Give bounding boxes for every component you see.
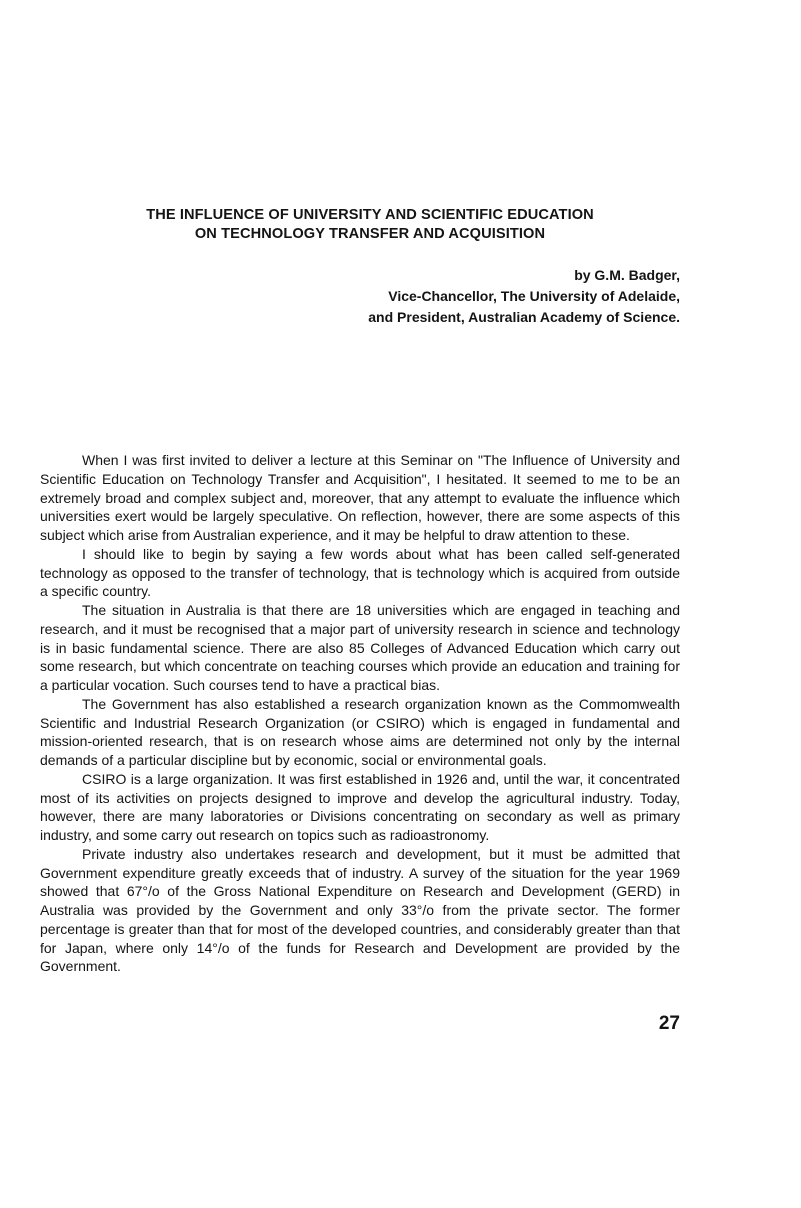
body-text — [40, 451, 680, 976]
author-affiliation-1: Vice-Chancellor, The University of Adelaide, — [388, 288, 680, 304]
paragraph-2: I should like to begin by saying a few words about what has been called self-generated technology as opposed to the transfer of technology, that is technology which is acquired from outside a specific country. — [40, 545, 680, 600]
paragraph-4: The Government has also established a research organization known as the Commomwealth Scientific and Industrial Research Organization (or CSIRO) which is engaged in fundamental and mission-oriented research, that is on research whose aims are determined not only by the internal demands of a particular discipline but by economic, social or environmental goals. — [40, 695, 680, 768]
page-number: 27 — [658, 1013, 680, 1034]
paragraph-1: When I was first invited to deliver a lecture at this Seminar on "The Influence of University and Scientific Education on Technology Transfer and Acquisition", I hesitated. It seemed to me to be an extremely broad and complex subject and, moreover, that any attempt to evaluate the influence which universities exert would be largely speculative. On reflection, however, there are some aspects of this subject which arise from Australian experience, and it may be helpful to draw attention to these. — [40, 452, 680, 543]
title-line-1: THE INFLUENCE OF UNIVERSITY AND SCIENTIFIC EDUCATION — [146, 207, 594, 223]
paragraph-6: Private industry also undertakes research and development, but it must be admitted that Government expenditure greatly exceeds that of industry. A survey of the situation for the year 1969 showed that 67°/o of the Gross National Expenditure on Research and Development (GERD) in Australia was provided by the Government and only 33°/o from the private sector. The former percentage is greater than that for most of the developed countries, and considerably greater than that for Japan, where only 14°/o of the funds for Research and Development are provided by the Government. — [40, 845, 680, 975]
paragraph-3: The situation in Australia is that there are 18 universities which are engaged in teaching and research, and it must be recognised that a major part of university research in science and technology is in basic fundamental science. There are also 85 Colleges of Advanced Education which carry out some research, but which concentrate on teaching courses which provide an education and training for a particular vocation. Such courses tend to have a practical bias. — [40, 602, 680, 693]
author-line: by G.M. Badger, — [574, 267, 680, 283]
title-line-2: ON TECHNOLOGY TRANSFER AND ACQUISITION — [194, 226, 546, 242]
paragraph-5: CSIRO is a large organization. It was first established in 1926 and, until the war, it concentrated most of its activities on projects designed to improve and develop the agricultural industry. Today, however, there are many laboratories or Divisions concentrating on secondary as well as primary industry, and some carry out research on topics such as radioastronomy. — [40, 770, 680, 843]
author-affiliation-2: and President, Australian Academy of Science. — [368, 309, 680, 325]
